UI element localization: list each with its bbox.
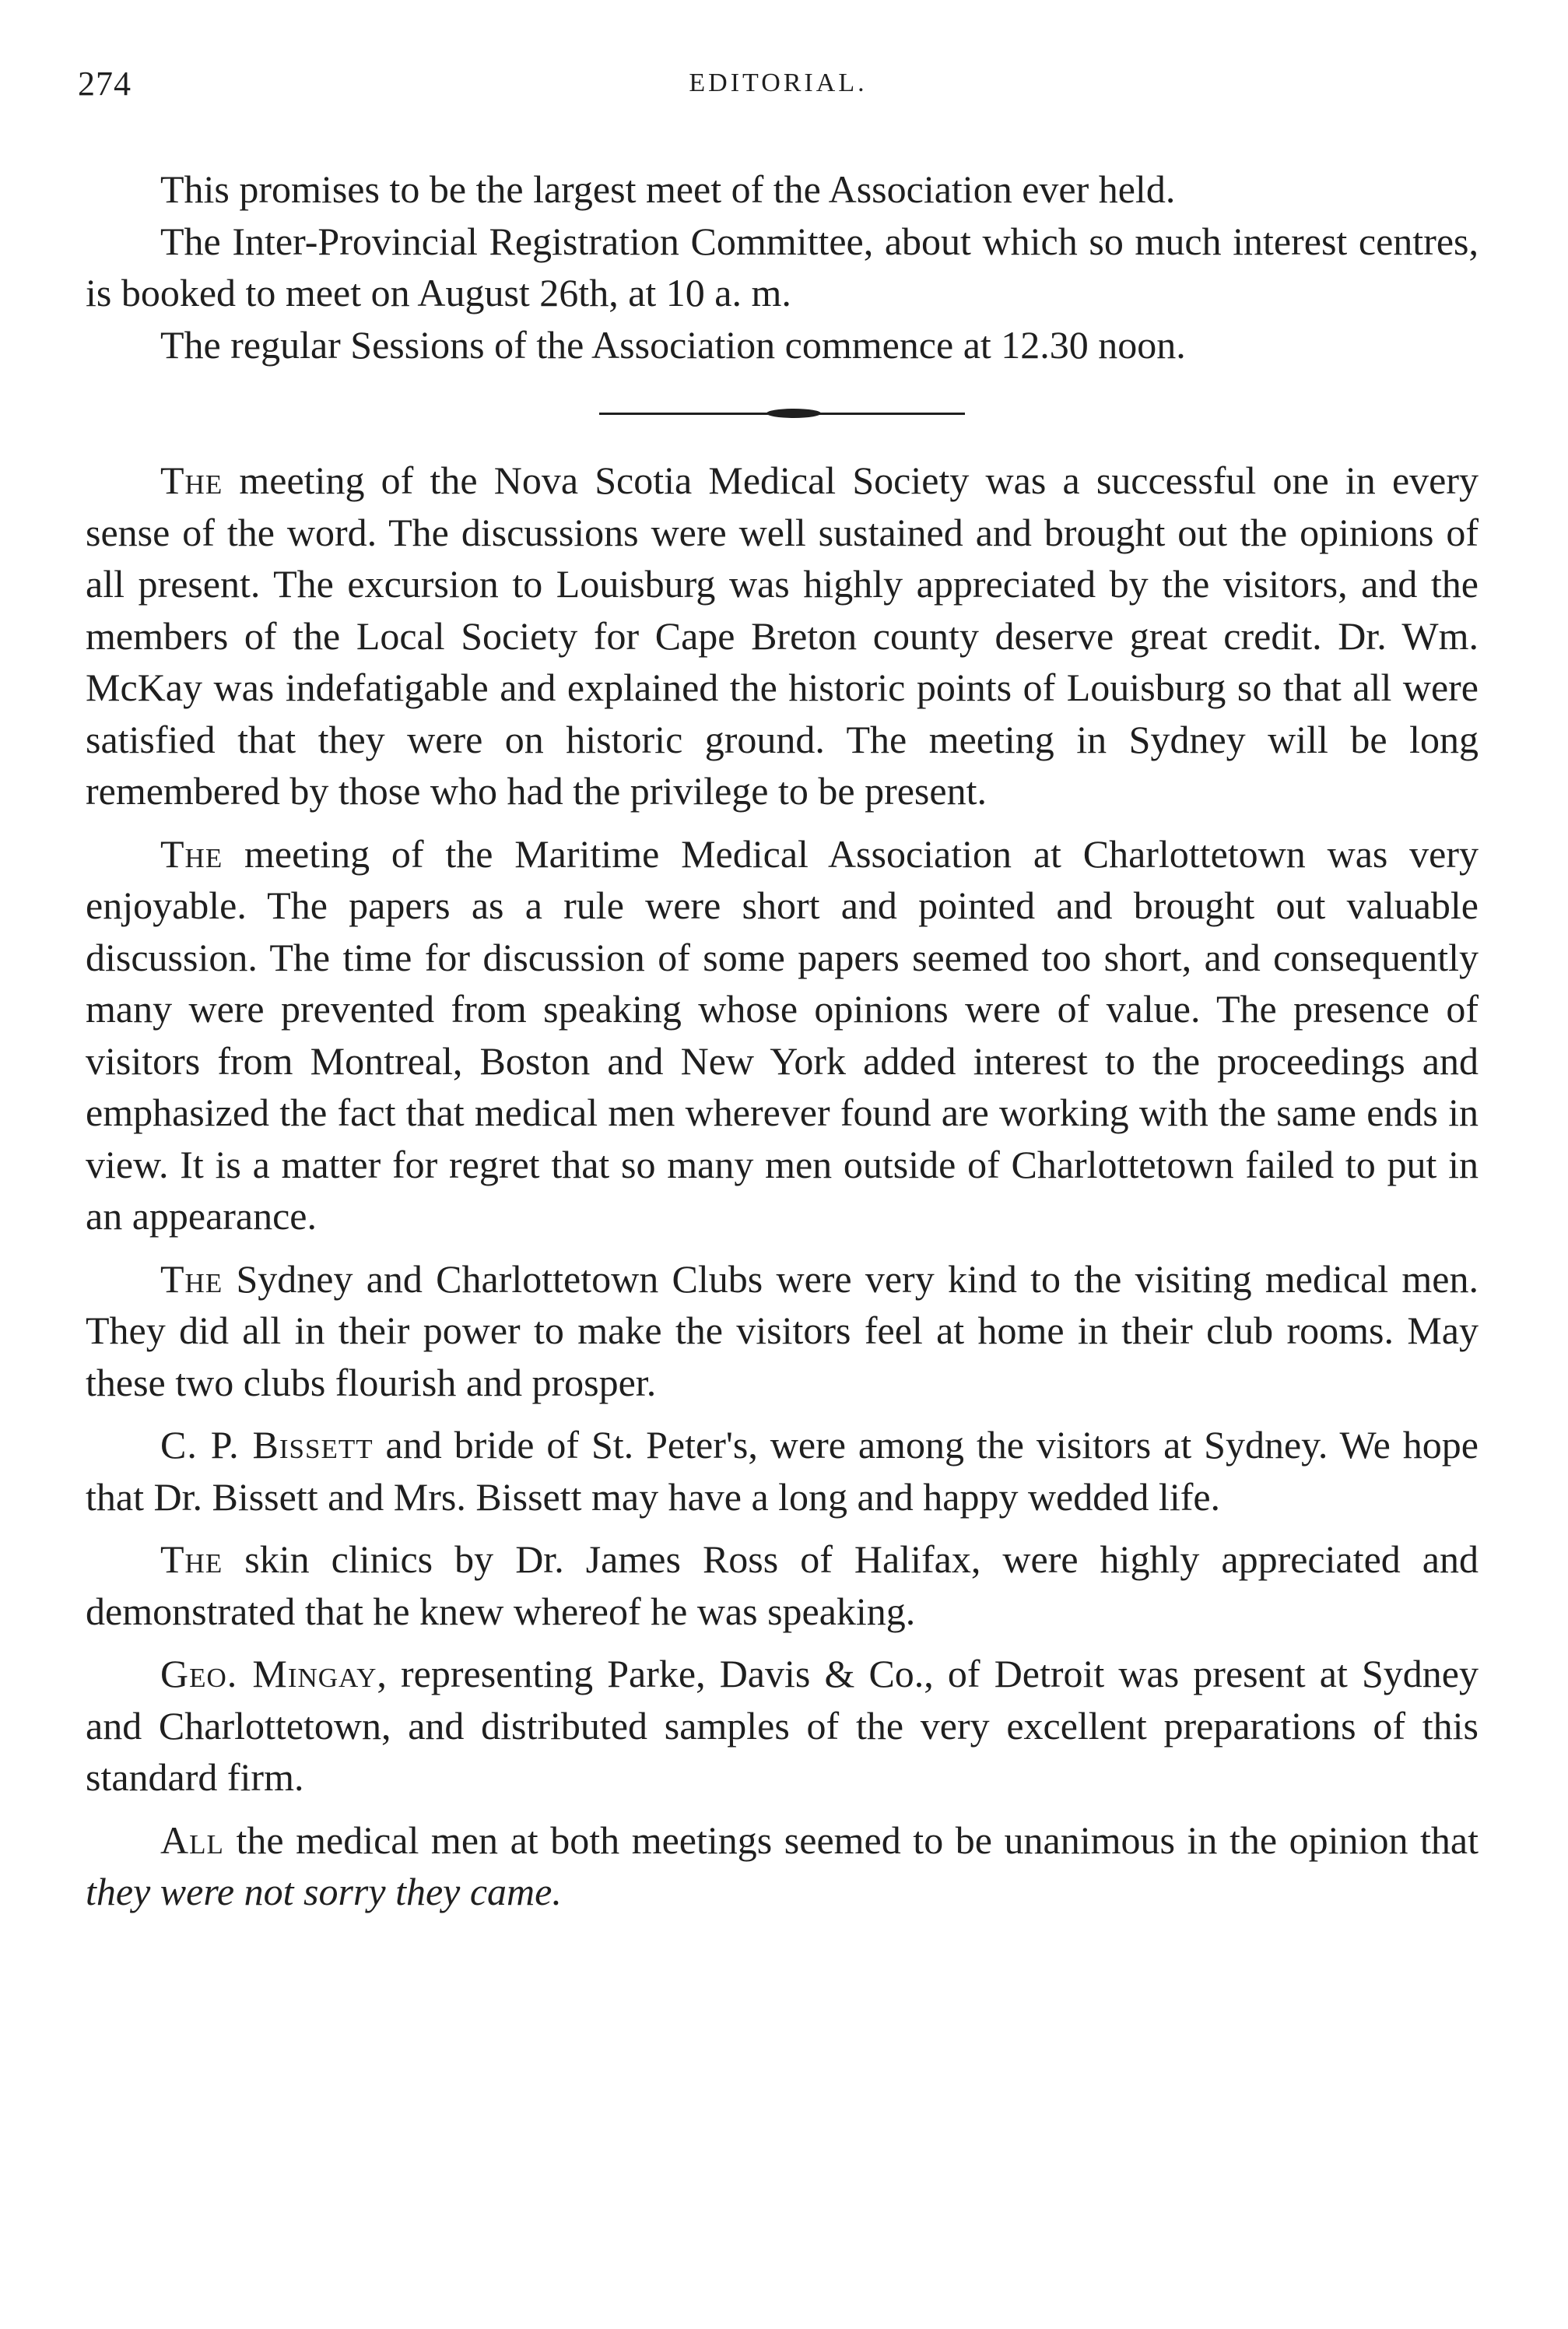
- page-number: 274: [78, 65, 132, 103]
- editorial-paragraph: [86, 1533, 1479, 1637]
- paragraph-lead: The: [160, 458, 223, 502]
- paragraph-text: and bride of St. Peter's, were among the visitors at Sydney. We hope that Dr. Bissett and Mrs. Bissett may have a long and happy wedded life.: [86, 1423, 1479, 1519]
- intro-paragraph: The regular Sessions of the Association commence at 12.30 noon.: [160, 322, 1186, 367]
- paragraph-text: meeting of the Nova Scotia Medical Society was a successful one in every sense of the word. The discussions were well sustained and brought out the opinions of all present. The excursion to Louisburg was highly appreciated by the visitors, and the members of the Local Society for Cape Breton county deserve great credit. Dr. Wm. McKay was indefatigable and explained the historic points of Louisburg so that all were satisfied that they were on historic ground. The meeting in Sydney will be long remembered by those who had the privilege to be present.: [86, 458, 1479, 813]
- paragraph-lead: Geo. Mingay: [160, 1652, 377, 1695]
- intro-paragraph: The Inter-Provincial Registration Committee, about which so much interest centres, is booked to meet on August 26th, at 10 a. m.: [86, 219, 1479, 314]
- editorial-paragraph: [86, 1419, 1479, 1523]
- running-title: EDITORIAL.: [689, 68, 868, 97]
- paragraph-lead: C. P. Bissett: [160, 1423, 374, 1467]
- divider-ornament: [766, 409, 821, 418]
- running-head: [78, 64, 1479, 111]
- editorial-paragraph: [86, 1253, 1479, 1409]
- editorial-paragraph: [86, 455, 1479, 817]
- intro-paragraph: This promises to be the largest meet of the Association ever held.: [160, 167, 1176, 211]
- section-divider: [599, 403, 965, 423]
- paragraph-lead: All: [160, 1818, 224, 1862]
- paragraph-text: meeting of the Maritime Medical Association at Charlottetown was very enjoyable. The papers as a rule were short and pointed and brought out valuable discussion. The time for discussion of some papers seemed too short, and consequently many were prevented from speaking whose opinions were of value. The presence of visitors from Montreal, Boston and New York added interest to the proceedings and emphasized the fact that medical men wherever found are working with the same ends in view. It is a matter for regret that so many men outside of Charlottetown failed to put in an appearance.: [86, 831, 1479, 1238]
- paragraph-text: Sydney and Charlottetown Clubs were very kind to the visiting medical men. They did all in their power to make the visitors feel at home in their club rooms. May these two clubs flourish and prosper.: [86, 1256, 1479, 1404]
- paragraph-text: skin clinics by Dr. James Ross of Halifax, were highly appreciated and demonstrated that he knew whereof he was speaking.: [86, 1537, 1479, 1633]
- editorial-paragraph: [86, 828, 1479, 1242]
- paragraph-lead: The: [160, 1537, 223, 1581]
- intro-section: [86, 163, 1479, 371]
- editorial-paragraph: [86, 1648, 1479, 1804]
- editorial-paragraph: [86, 1814, 1479, 1918]
- body-text: [86, 163, 1479, 1918]
- paragraph-lead: The: [160, 831, 223, 876]
- paragraph-text: , representing Parke, Davis & Co., of Detroit was present at Sydney and Charlottetown, and distributed samples of the very excellent preparations of this standard firm.: [86, 1652, 1479, 1799]
- paragraph-text: the medical men at both meetings seemed to be unanimous in the opinion that: [223, 1818, 1479, 1862]
- paragraph-lead: The: [160, 1256, 223, 1301]
- paragraph-italic-text: they were not sorry they came.: [86, 1870, 562, 1913]
